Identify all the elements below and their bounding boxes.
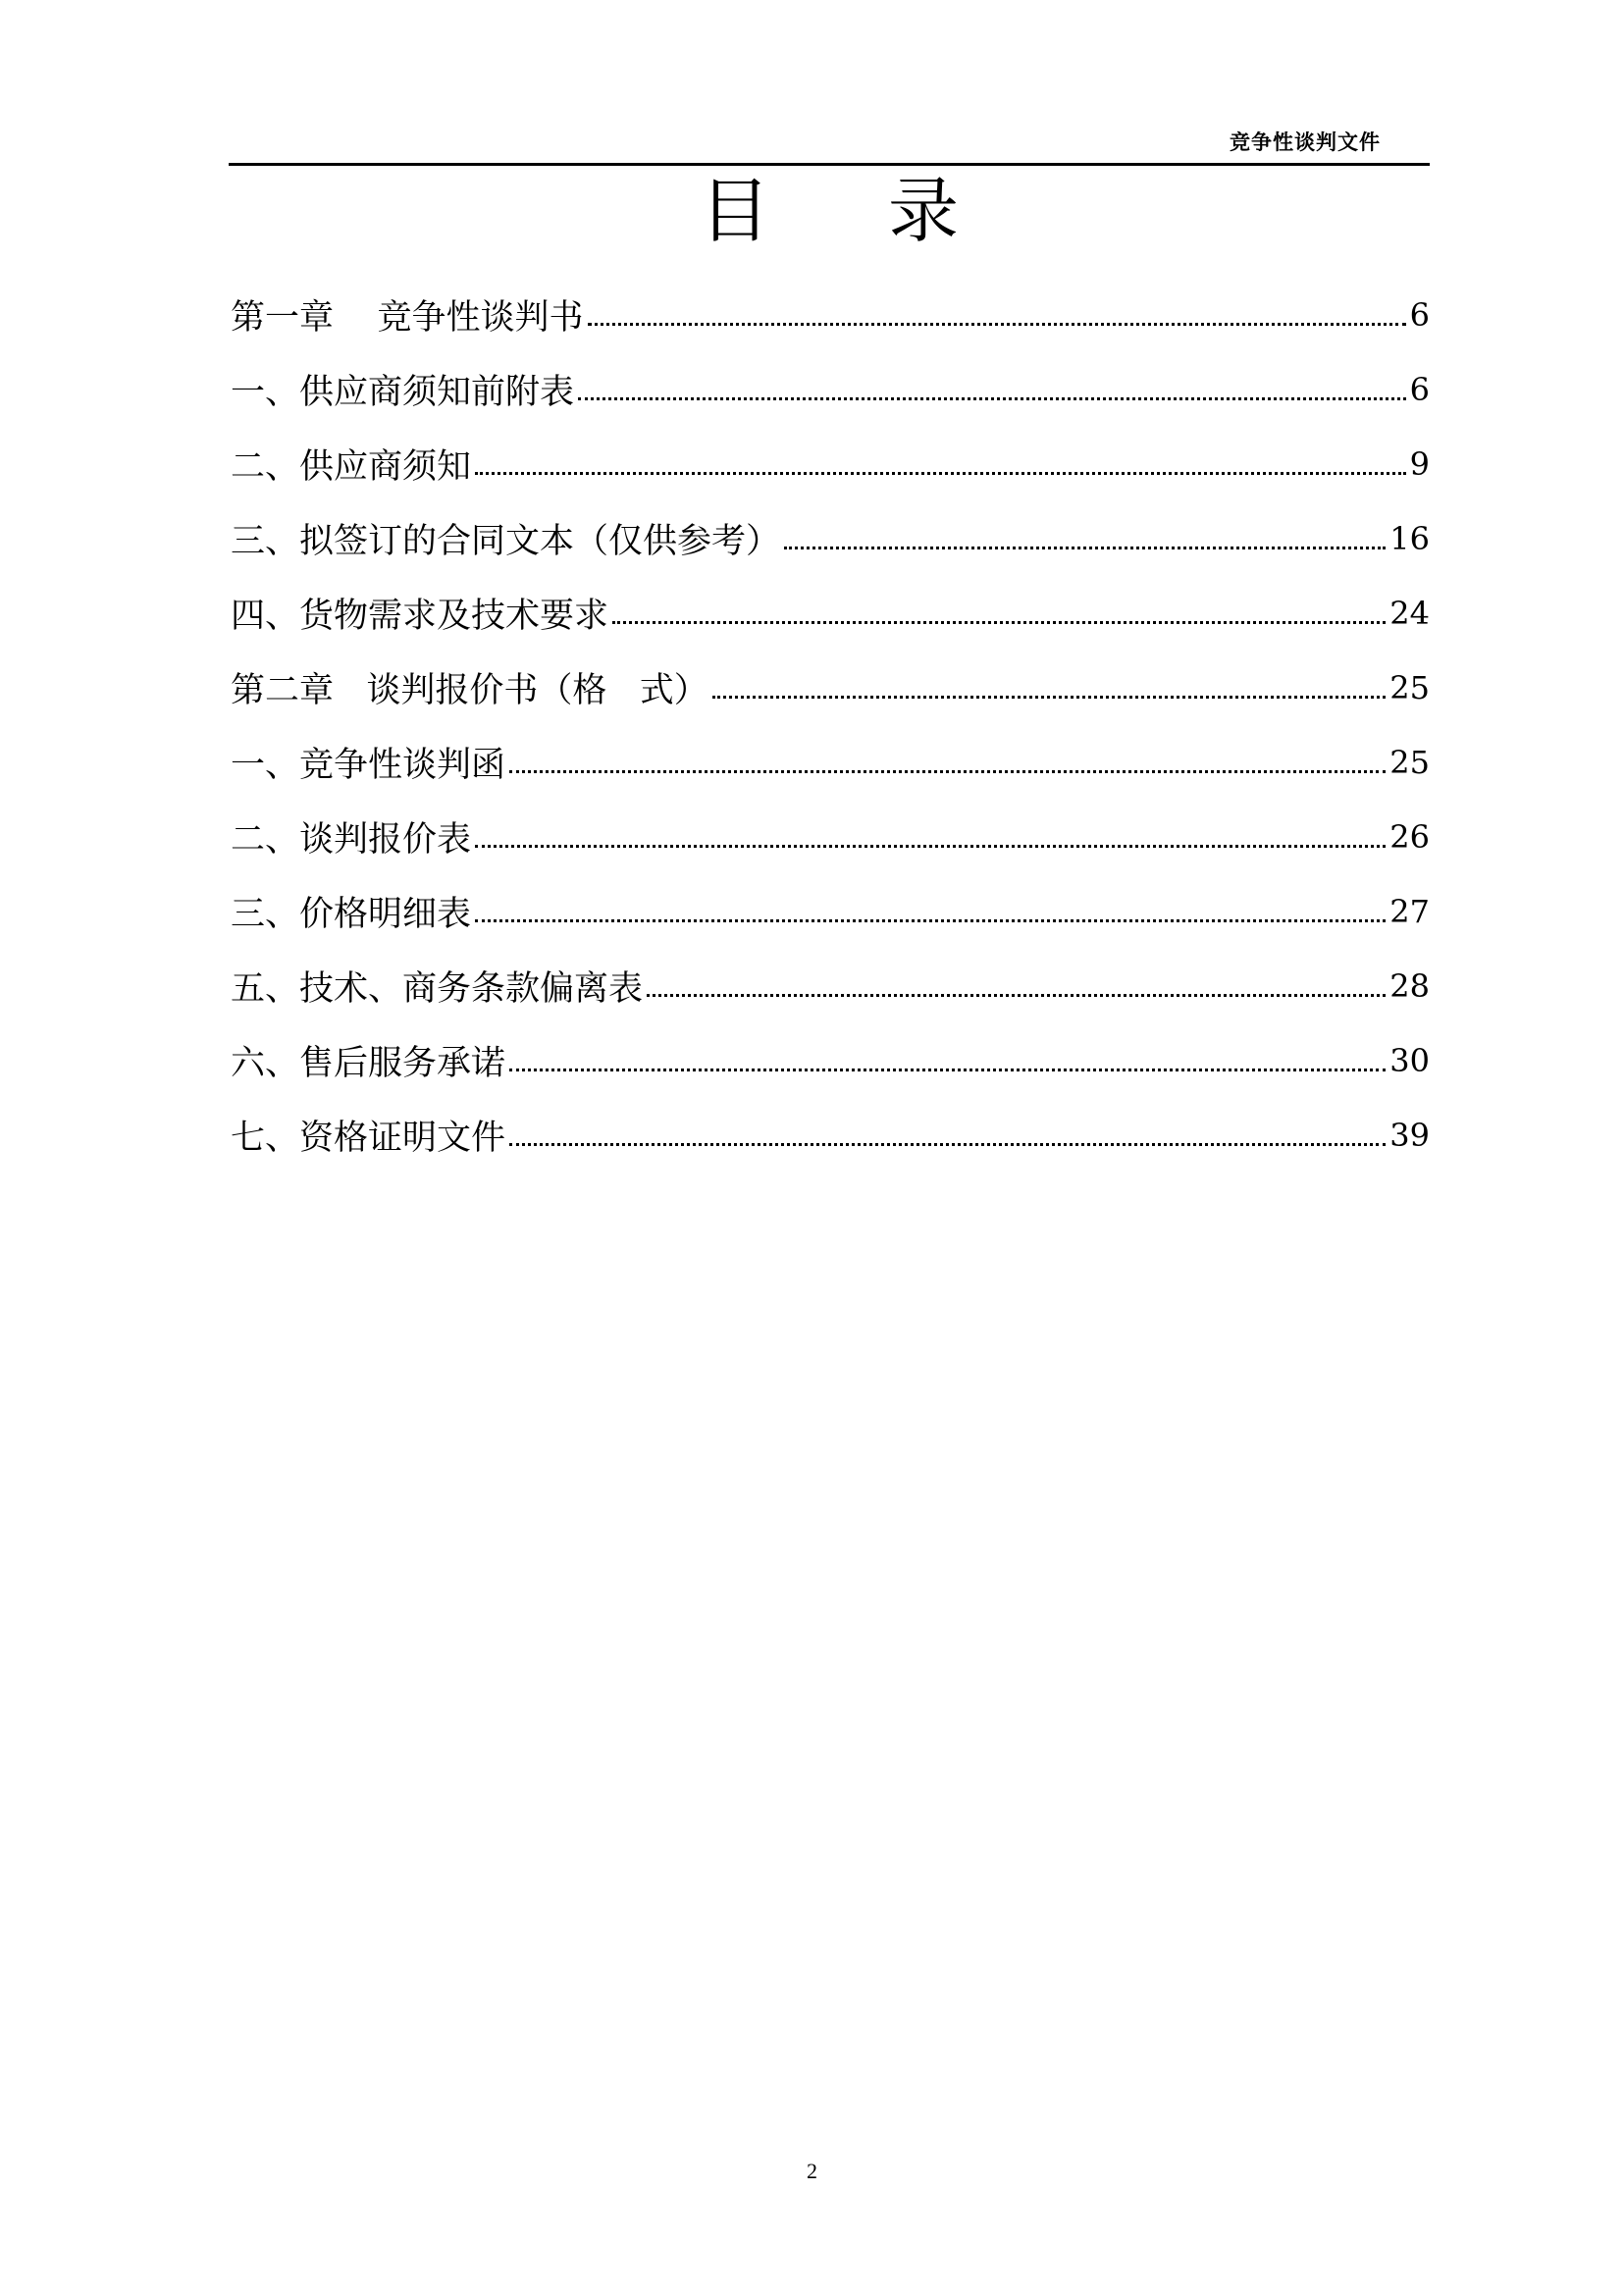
dot-leader <box>509 1067 1386 1071</box>
toc-entry-page: 25 <box>1389 744 1430 781</box>
toc-entry-page: 25 <box>1389 669 1430 706</box>
toc-entry-page: 27 <box>1389 893 1430 930</box>
toc-entry-page: 24 <box>1389 595 1430 632</box>
toc-entry-page: 28 <box>1389 967 1430 1005</box>
toc-entry[interactable] <box>231 1023 1430 1098</box>
toc-entry-label: 第二章 谈判报价书（格 式） <box>231 671 708 710</box>
dot-leader <box>588 321 1406 326</box>
toc-entry[interactable] <box>231 800 1430 874</box>
toc-entry-page: 30 <box>1389 1042 1430 1079</box>
toc-entry[interactable] <box>231 949 1430 1023</box>
dot-leader <box>578 395 1406 400</box>
page-number: 2 <box>807 2159 817 2183</box>
toc-entry-label: 一、竞争性谈判函 <box>231 746 506 785</box>
dot-leader <box>475 470 1406 475</box>
dot-leader <box>509 1141 1386 1146</box>
dot-leader <box>647 992 1386 997</box>
toc-entry[interactable] <box>231 651 1430 725</box>
toc-entry-page: 9 <box>1409 445 1430 483</box>
toc-entry-page: 39 <box>1389 1117 1430 1154</box>
toc-entry-page: 26 <box>1389 818 1430 856</box>
toc-entry[interactable] <box>231 427 1430 501</box>
toc-entry-label: 一、供应商须知前附表 <box>231 373 575 412</box>
toc-entry-label: 六、售后服务承诺 <box>231 1044 506 1083</box>
toc-entry[interactable] <box>231 352 1430 427</box>
toc-entry[interactable] <box>231 278 1430 352</box>
dot-leader <box>509 768 1386 773</box>
page-header <box>229 124 1430 166</box>
dot-leader <box>475 917 1386 922</box>
toc-title-char-1: 目 <box>699 170 770 252</box>
toc-entry-label: 二、供应商须知 <box>231 447 472 487</box>
toc-entry[interactable] <box>231 725 1430 800</box>
toc-entry[interactable] <box>231 874 1430 949</box>
toc-title-char-2: 录 <box>888 170 960 252</box>
toc-entry-page: 16 <box>1389 520 1430 557</box>
dot-leader <box>612 619 1386 624</box>
toc-entry-label: 三、拟签订的合同文本（仅供参考） <box>231 522 781 561</box>
dot-leader <box>712 694 1387 699</box>
toc-entry-label: 七、资格证明文件 <box>231 1119 506 1158</box>
toc-title <box>229 167 1430 255</box>
header-title: 竞争性谈判文件 <box>1230 130 1381 154</box>
toc-entry-label: 二、谈判报价表 <box>231 820 472 860</box>
toc-entry-page: 6 <box>1409 296 1430 334</box>
toc-entry-page: 6 <box>1409 371 1430 408</box>
toc-entry[interactable] <box>231 1098 1430 1173</box>
toc-entry-label: 四、货物需求及技术要求 <box>231 597 609 636</box>
toc-entry[interactable] <box>231 576 1430 651</box>
toc-entry-label: 三、价格明细表 <box>231 895 472 934</box>
toc-entry[interactable] <box>231 501 1430 576</box>
toc-list <box>231 278 1430 1173</box>
dot-leader <box>784 545 1386 549</box>
toc-entry-label: 五、技术、商务条款偏离表 <box>231 969 644 1009</box>
dot-leader <box>475 843 1386 848</box>
toc-entry-label: 第一章 竞争性谈判书 <box>231 298 584 338</box>
